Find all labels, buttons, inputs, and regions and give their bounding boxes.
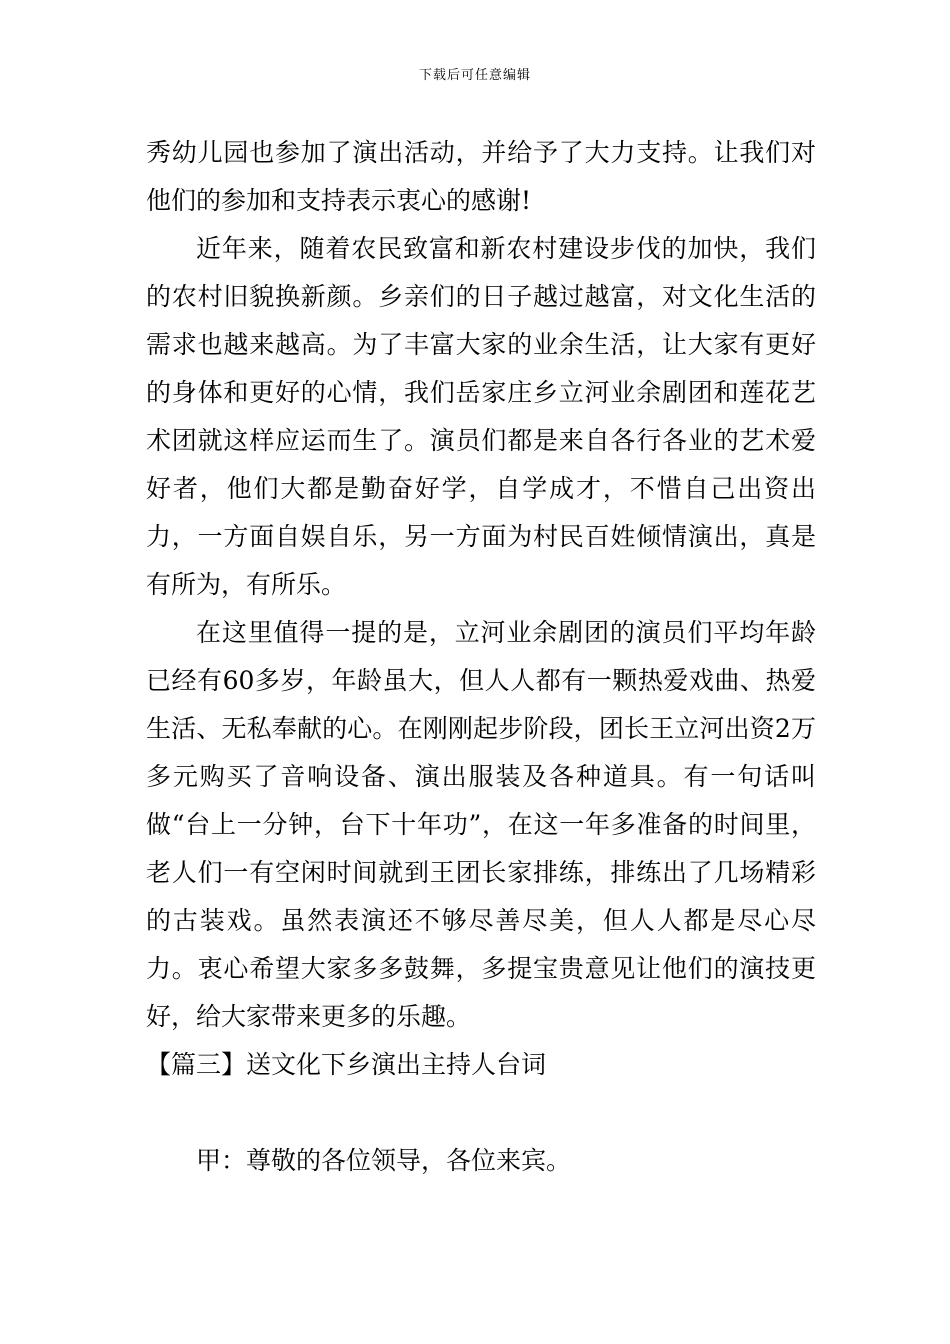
document-body [146, 129, 816, 1185]
section-heading: 【篇三】送文化下乡演出主持人台词 [146, 1050, 547, 1079]
paragraph-worth-mention: 在这里值得一提的是，立河业余剧团的演员们平均年龄已经有60多岁，年龄虽大，但人人都有一颗热爱戏曲、热爱生活、无私奉献的心。在刚刚起步阶段，团长王立河出资2万多元购买了音响设备、演出服装及各种道具。有一句话叫做“台上一分钟，台下十年功”，在这一年多准备的时间里，老人们一有空闲时间就到王团长家排练，排练出了几场精彩的古装戏。虽然表演还不够尽善尽美，但人人都是尽心尽力。衷心希望大家多多鼓舞，多提宝贵意见让他们的演技更好，给大家带来更多的乐趣。 [146, 618, 816, 1031]
blank-line [146, 1089, 816, 1137]
paragraph-recent-years: 近年来，随着农民致富和新农村建设步伐的加快，我们的农村旧貌换新颜。乡亲们的日子越过越富，对文化生活的需求也越来越高。为了丰富大家的业余生活，让大家有更好的身体和更好的心情，我们岳家庄乡立河业余剧团和莲花艺术团就这样应运而生了。演员们都是来自各行各业的艺术爱好者，他们大都是勤奋好学，自学成才，不惜自己出资出力，一方面自娱自乐，另一方面为村民百姓倾情演出，真是有所为，有所乐。 [146, 234, 816, 599]
page-header: 下载后可任意编辑 [418, 68, 531, 83]
greeting-line: 甲：尊敬的各位领导，各位来宾。 [196, 1146, 572, 1175]
paragraph-continued: 秀幼儿园也参加了演出活动，并给予了大力支持。让我们对他们的参加和支持表示衷心的感谢! [146, 138, 816, 215]
